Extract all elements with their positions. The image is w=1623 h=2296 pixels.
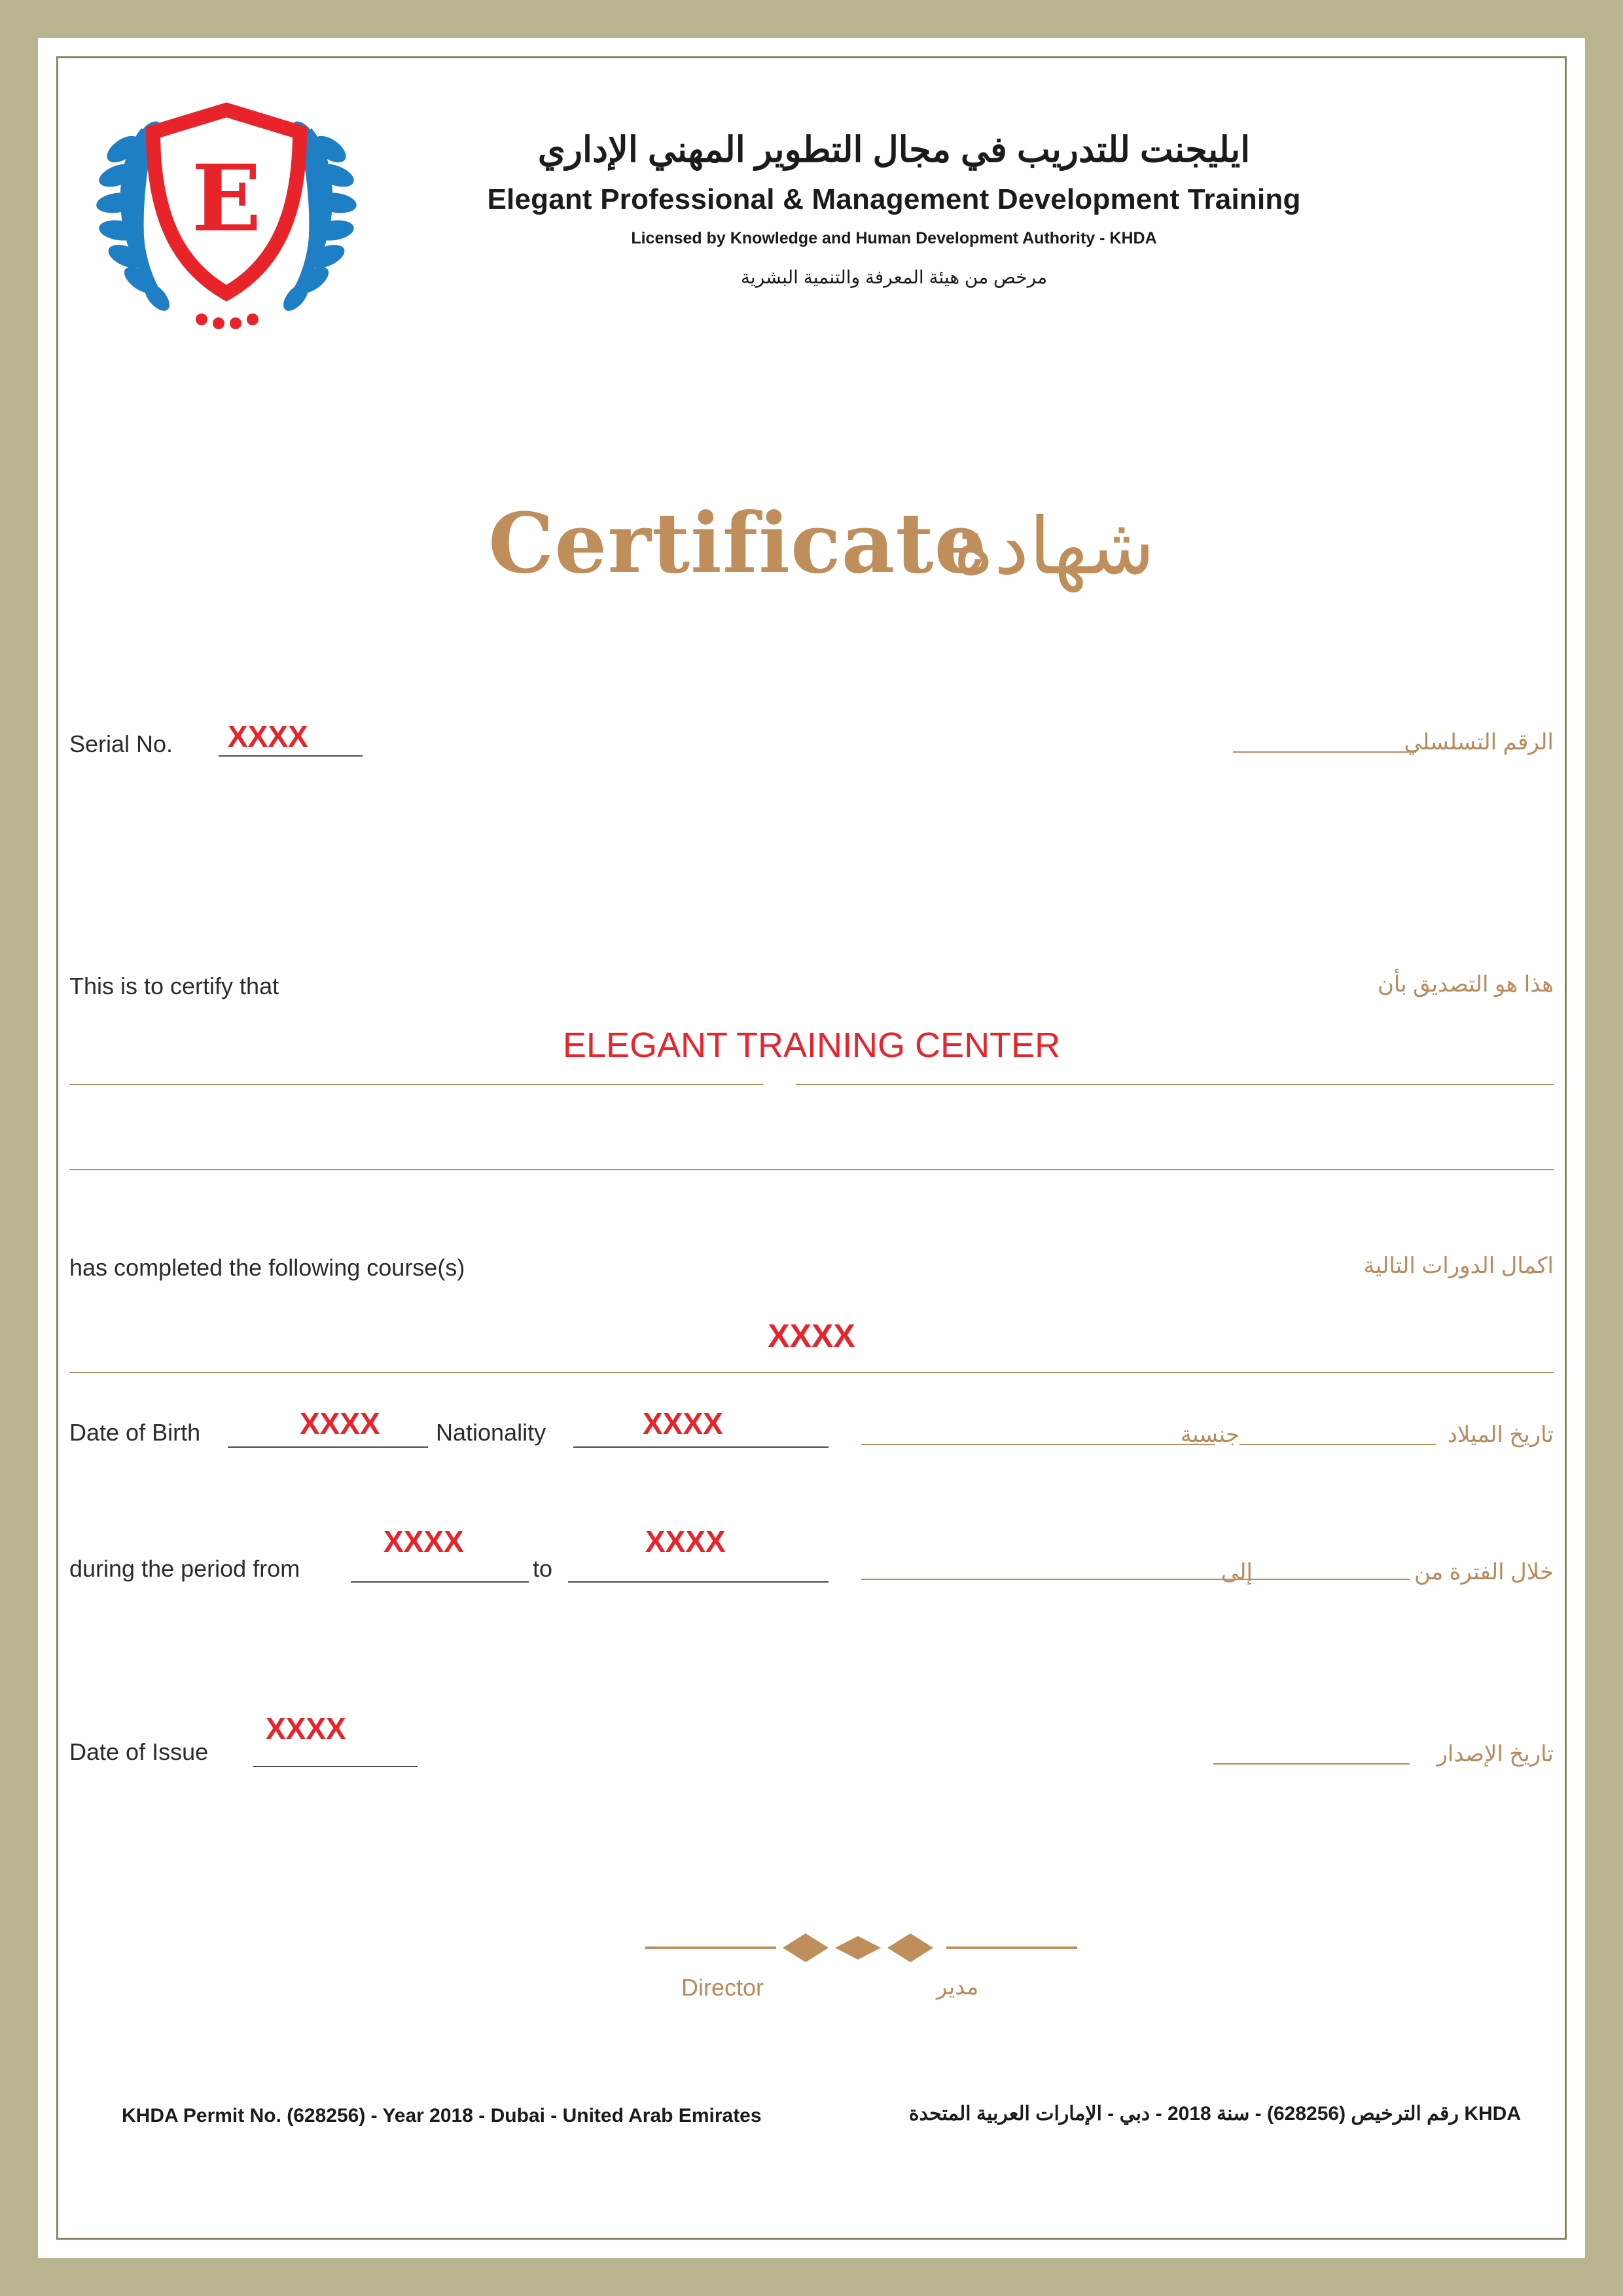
director-label-english: Director (681, 1974, 764, 2001)
header-block (370, 128, 1418, 288)
nationality-value: XXXX (643, 1407, 723, 1441)
nationality-label-arabic: جنسية (1180, 1422, 1240, 1447)
serial-label-english: Serial No. (69, 730, 173, 757)
period-to-label-arabic: إلى (1221, 1560, 1253, 1585)
director-label-arabic: مدير (936, 1975, 979, 2000)
serial-label-arabic: الرقم التسلسلي (1404, 730, 1554, 755)
dob-rule (228, 1446, 428, 1448)
certificate-content (56, 56, 1567, 2240)
period-from-value: XXXX (383, 1524, 464, 1558)
nationality-rule (573, 1446, 829, 1448)
period-label-english: during the period from (69, 1555, 300, 1582)
footer-arabic: KHDA رقم الترخيص (628256) - سنة 2018 - دبي - الإمارات العربية المتحدة (908, 2103, 1521, 2125)
ornament-icon (645, 1928, 1077, 1967)
serial-value: XXXX (228, 719, 308, 753)
dob-label-english: Date of Birth (69, 1419, 201, 1446)
issue-label-english: Date of Issue (69, 1738, 209, 1765)
institution-logo (89, 89, 364, 344)
serial-rule-arabic (1233, 751, 1416, 753)
period-to-value: XXXX (645, 1524, 726, 1558)
serial-rule (219, 755, 363, 757)
recipient-name-value: ELEGANT TRAINING CENTER (562, 1026, 1061, 1065)
title-block (56, 495, 1567, 613)
name-rule-2 (69, 1169, 1554, 1170)
courses-value: XXXX (768, 1318, 855, 1354)
institution-name-arabic: ايليجنت للتدريب في مجال التطوير المهني الإداري (537, 130, 1251, 170)
certify-label-english: This is to certify that (69, 973, 279, 999)
issue-label-arabic: تاريخ الإصدار (1436, 1742, 1554, 1767)
license-line-english: Licensed by Knowledge and Human Development Authority - KHDA (631, 228, 1157, 247)
issue-rule-arabic (1213, 1763, 1410, 1765)
title-arabic: شهادة (953, 501, 1155, 592)
nationality-label-english: Nationality (436, 1419, 546, 1446)
institution-name-english: Elegant Professional & Management Development Training (487, 183, 1301, 215)
name-rule-right-1 (796, 1084, 1554, 1085)
svg-text:E: E (191, 145, 262, 253)
name-rule-left-1 (69, 1084, 763, 1085)
courses-label-arabic: اكمال الدورات التالية (1363, 1253, 1554, 1278)
courses-label-english: has completed the following course(s) (69, 1254, 465, 1281)
period-to-label-english: to (533, 1555, 553, 1582)
license-line-arabic: مرخص من هيئة المعرفة والتنمية البشرية (740, 266, 1048, 287)
issue-value: XXXX (266, 1712, 346, 1746)
title-english: Certificate (488, 495, 988, 592)
issue-rule (253, 1766, 418, 1767)
nationality-rule-arabic (861, 1444, 1215, 1445)
signature-ornament (645, 1928, 1077, 1967)
period-to-rule-arabic (861, 1579, 1218, 1580)
dob-value: XXXX (300, 1407, 380, 1441)
dob-rule-arabic (1240, 1444, 1436, 1445)
certify-label-arabic: هذا هو التصديق بأن (1377, 972, 1554, 997)
logo-icon (89, 89, 364, 344)
period-label-arabic: خلال الفترة من (1414, 1560, 1554, 1585)
courses-rule (69, 1372, 1554, 1373)
footer-english: KHDA Permit No. (628256) - Year 2018 - Dubai - United Arab Emirates (122, 2105, 762, 2126)
period-to-rule (568, 1581, 829, 1583)
period-from-rule (351, 1581, 529, 1583)
dob-label-arabic: تاريخ الميلاد (1447, 1422, 1554, 1447)
